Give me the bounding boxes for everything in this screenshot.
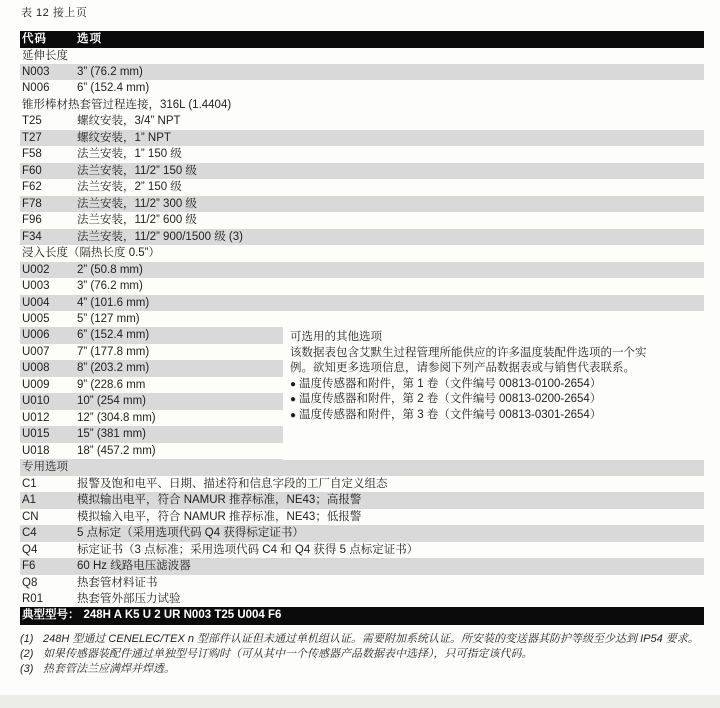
typical-model-label: 典型型号： (22, 609, 80, 622)
option-description: 60 Hz 线路电压滤波器 (77, 560, 191, 573)
section-row (20, 459, 704, 475)
info-box-bullets (290, 377, 700, 424)
footnote-text: 248H 型通过 CENELEC/TEX n 型部件认证但未通过单机组认证。需要附加系统认证。所安装的变送器其防护等级至少达到 IP54 要求。 (43, 633, 699, 645)
option-row (20, 525, 704, 541)
option-description: 报警及饱和电平、日期、描述符和信息字段的工厂自定义组态 (77, 477, 388, 490)
option-row (20, 113, 704, 129)
option-description: 6” (152.4 mm) (77, 82, 150, 95)
option-row (20, 196, 704, 212)
section-row (20, 48, 704, 64)
option-description: 18” (457.2 mm) (77, 444, 156, 457)
option-row (20, 591, 704, 607)
footnote-marker: (3) (20, 663, 34, 676)
option-description: 15” (381 mm) (77, 428, 147, 441)
option-description: 模拟输出电平，符合 NAMUR 推荐标准，NE43；高报警 (77, 494, 362, 507)
option-row (20, 542, 704, 558)
footnote (20, 662, 712, 677)
option-description: 9” (228.6 mm (77, 378, 146, 391)
option-description: 7” (177.8 mm) (77, 345, 150, 358)
footnote-marker: (2) (20, 648, 34, 661)
bullet-icon: ● (290, 378, 297, 390)
bullet-item (290, 377, 700, 393)
option-code: U006 (22, 329, 50, 342)
bullet-icon: ● (290, 394, 297, 406)
option-row (20, 278, 704, 294)
section-label: 专用选项 (22, 461, 68, 474)
option-description: 3” (76.2 mm) (77, 280, 143, 293)
section-label: 锥形棒材热套管过程连接，316L (1.4404) (22, 98, 232, 111)
option-code: U009 (22, 378, 50, 391)
option-code: U005 (22, 313, 50, 325)
option-code: C1 (22, 477, 37, 490)
footnote-text: 如果传感器装配件通过单独型号订购时（可从其中一个传感器产品数据表中选择），只可指定该代码。 (43, 648, 533, 661)
option-description: 模拟输入电平，符合 NAMUR 推荐标准，NE43；低报警 (77, 510, 362, 523)
table-header-row (20, 31, 704, 48)
option-description: 法兰安装，2” 150 级 (77, 181, 182, 194)
option-code: U010 (22, 395, 50, 408)
option-code: U008 (22, 362, 50, 375)
option-code: U003 (22, 280, 50, 293)
option-code: N006 (22, 82, 50, 95)
option-row (20, 179, 704, 195)
bullet-item (290, 408, 700, 424)
section-row (20, 245, 704, 261)
footnote-marker: (1) (20, 633, 34, 645)
option-description: 法兰安装，1” 150 级 (77, 148, 182, 161)
option-code: F96 (22, 214, 42, 227)
option-row (20, 295, 704, 311)
option-code: R01 (22, 592, 44, 605)
options-info-box (283, 326, 704, 460)
option-description: 12” (304.8 mm) (77, 411, 156, 424)
option-description: 法兰安装，11/2” 900/1500 级 (3) (77, 230, 243, 243)
option-description: 4” (101.6 mm) (77, 296, 150, 309)
bullet-text: 温度传感器和附件，第 1 卷（文件编号 00813-0100-2654） (299, 377, 602, 390)
bullet-text: 温度传感器和附件，第 3 卷（文件编号 00813-0301-2654） (299, 409, 602, 422)
option-description: 5 点标定（采用选项代码 Q4 获得标定证书） (77, 527, 304, 540)
option-description: 热套管材料证书 (77, 576, 158, 589)
option-description: 3” (76.2 mm) (77, 65, 143, 78)
table-caption: 表 12 接上页 (21, 7, 88, 19)
option-row (20, 476, 704, 492)
option-code: CN (22, 510, 39, 523)
option-row (20, 575, 704, 591)
option-description: 法兰安装，11/2” 600 级 (77, 214, 197, 227)
option-row (20, 163, 704, 179)
option-row (20, 64, 704, 80)
option-code: T27 (22, 131, 42, 144)
option-code: Q8 (22, 576, 38, 589)
option-description: 10” (254 mm) (77, 395, 147, 408)
info-box-heading: 可选用的其他选项 (290, 331, 382, 343)
option-code: F78 (22, 197, 42, 210)
header-option: 选项 (77, 33, 102, 45)
option-description: 5” (127 mm) (77, 313, 140, 325)
section-label: 延伸长度 (22, 49, 68, 62)
option-code: U018 (22, 444, 50, 457)
option-description: 法兰安装，11/2” 150 级 (77, 164, 197, 177)
option-row (20, 146, 704, 162)
option-row (20, 130, 704, 146)
option-row (20, 509, 704, 525)
option-code: Q4 (22, 543, 38, 556)
option-description: 热套管外部压力试验 (77, 592, 181, 605)
option-code: F60 (22, 164, 42, 177)
option-code: N003 (22, 65, 50, 78)
footnote (20, 632, 712, 647)
option-code: T25 (22, 115, 42, 128)
option-description: 标定证书（3 点标准；采用选项代码 C4 和 Q4 获得 5 点标定证书） (77, 543, 419, 556)
option-code: U004 (22, 296, 50, 309)
footnote-text: 热套管法兰应满焊并焊透。 (43, 663, 175, 676)
option-code: A1 (22, 494, 37, 507)
section-row (20, 97, 704, 113)
option-description: 8” (203.2 mm) (77, 362, 150, 375)
typical-model-bar (20, 607, 704, 625)
bullet-item (290, 392, 700, 408)
option-code: U007 (22, 345, 50, 358)
option-description: 螺纹安装，1” NPT (77, 131, 171, 144)
section-label: 浸入长度（隔热长度 0.5”） (22, 247, 161, 260)
scan-edge-shading (0, 695, 720, 708)
option-code: U002 (22, 263, 50, 276)
option-code: F58 (22, 148, 42, 161)
option-code: U015 (22, 428, 50, 441)
option-row (20, 492, 704, 508)
option-row (20, 558, 704, 574)
typical-model-value: 248H A K5 U 2 UR N003 T25 U004 F6 (83, 609, 282, 622)
option-description: 2” (50.8 mm) (77, 263, 143, 276)
option-row (20, 229, 704, 245)
option-code: U012 (22, 411, 50, 424)
option-code: C4 (22, 527, 37, 540)
bullet-text: 温度传感器和附件，第 2 卷（文件编号 00813-0200-2654） (299, 393, 602, 406)
option-description: 法兰安装，11/2” 300 级 (77, 197, 197, 210)
bullet-icon: ● (290, 410, 297, 422)
option-code: F34 (22, 230, 42, 243)
option-row (20, 311, 704, 327)
option-row (20, 212, 704, 228)
footnotes (20, 632, 712, 678)
option-description: 6” (152.4 mm) (77, 329, 150, 342)
option-row (20, 80, 704, 96)
option-row (20, 262, 704, 278)
footnote (20, 647, 712, 662)
option-description: 螺纹安装，3/4” NPT (77, 115, 181, 128)
info-box-body: 该数据表包含艾默生过程管理所能供应的许多温度装配件选项的一个实例。欲知更多选项信息，请参阅下列产品数据表或与销售代表联系。 (290, 346, 647, 375)
header-code: 代码 (22, 33, 47, 45)
option-code: F6 (22, 560, 36, 573)
option-code: F62 (22, 181, 42, 194)
